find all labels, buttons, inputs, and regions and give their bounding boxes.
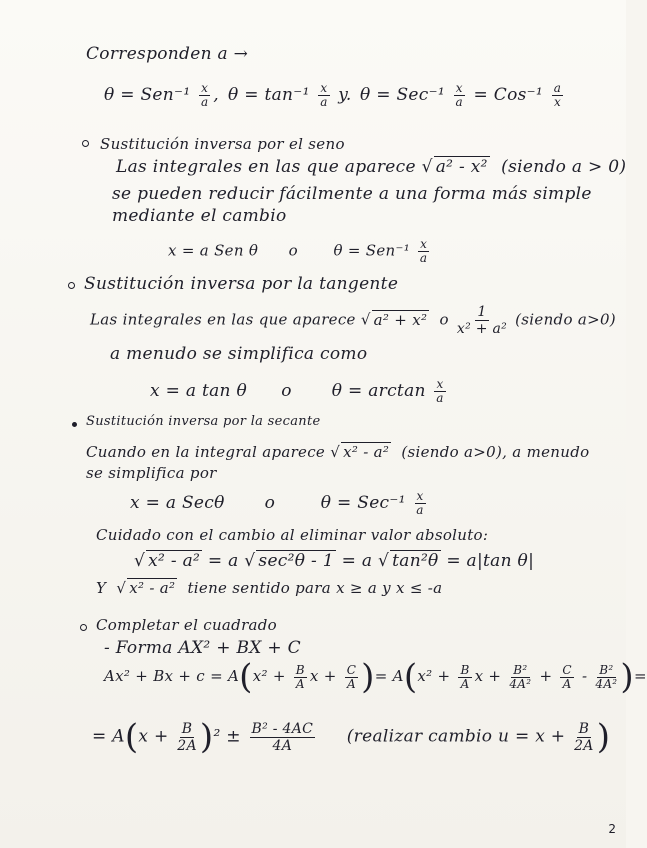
secante-domain-note: Y √ x² - a² tiene sentido para x ≥ a y x ≤ -a xyxy=(96,579,443,597)
bullet-circle xyxy=(82,140,89,147)
bullet-dot xyxy=(72,422,77,427)
intro-text: Corresponden a → xyxy=(86,44,249,64)
seno-line-1: Las integrales en las que aparece √ a² - x² (siendo a > 0) xyxy=(116,157,627,177)
formula-arctan: θ = tan⁻¹ $\frac{x}{a}$ y. xyxy=(228,81,352,109)
seno-line-2: se pueden reducir fácilmente a una forma más simple xyxy=(112,184,592,204)
secante-care-note: Cuidado con el cambio al eliminar valor absoluto: xyxy=(96,526,489,544)
cuadrado-line-2: = A(x + $\frac{B}{2A}$ )² ± $\frac{\text{B² - 4AC}}{4A}$ (realizar cambio u = x + $\frac{B}{2A}$ ) xyxy=(92,717,611,757)
seno-line-3: mediante el cambio xyxy=(112,206,287,226)
seno-substitution: x = a Sen θ o θ = Sen⁻¹ $\frac{x}{a}$ xyxy=(168,237,428,265)
section-title-seno: Sustitución inversa por el seno xyxy=(100,135,345,153)
tangente-line-1: Las integrales en las que aparece √ a² + x² o $\frac{1}{\text{x² + a²}}$ (siendo a>0) xyxy=(90,304,616,337)
section-title-secante: Sustitución inversa por la secante xyxy=(86,414,321,429)
secante-line-2: se simplifica por xyxy=(86,464,217,482)
cuadrado-forma: - Forma AX² + BX + C xyxy=(104,638,301,658)
bullet-circle xyxy=(80,624,87,631)
bullet-circle xyxy=(68,282,75,289)
secante-line-1: Cuando en la integral aparece √ x² - a² (siendo a>0), a menudo xyxy=(86,443,590,461)
tangente-line-2: a menudo se simplifica como xyxy=(110,344,368,364)
secante-abs-equation: √ x² - a² = a √ sec²θ - 1 = a √ tan²θ = a|tan θ| xyxy=(134,551,535,571)
section-title-tangente: Sustitución inversa por la tangente xyxy=(84,274,399,294)
secante-substitution: x = a Secθ o θ = Sec⁻¹ $\frac{x}{a}$ xyxy=(130,489,424,517)
formula-arcsec: θ = Sec⁻¹ $\frac{x}{a}$ = Cos⁻¹ $\frac{a}{x}$ xyxy=(360,81,562,109)
page-number: 2 xyxy=(608,822,616,836)
cuadrado-line-1: Ax² + Bx + c = A(x² + $\frac{B}{A}$ x + $\frac{C}{A}$ )= A(x² + $\frac{B}{A}$ x + $\frac{\text{B²}}{\text{4A²}}$ + $\frac{C}{A}$ - $\frac{\text{B²}}{\text{4A²}}$ )= xyxy=(104,657,647,697)
tangente-substitution: x = a tan θ o θ = arctan $\frac{x}{a}$ xyxy=(150,377,444,405)
formula-arcsin: θ = Sen⁻¹ $\frac{x}{a}$ , xyxy=(104,81,219,109)
section-title-cuadrado: Completar el cuadrado xyxy=(96,616,278,634)
